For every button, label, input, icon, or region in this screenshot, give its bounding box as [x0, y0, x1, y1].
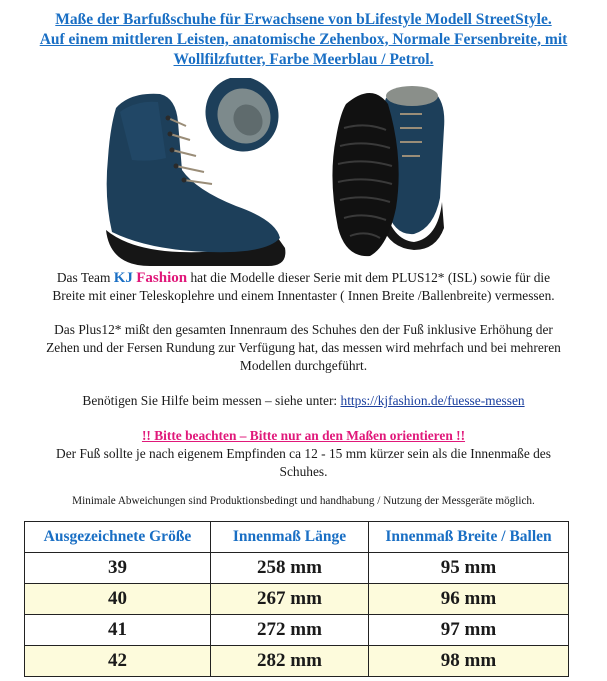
warning-line-1: Der Fuß sollte je nach eigenem Empfinden ca 12 - 15 mm kürzer sein als die Innenmaße des: [56, 446, 551, 461]
measuring-help-link[interactable]: https://kjfashion.de/fuesse-messen: [340, 393, 525, 408]
cell-length: 267 mm: [211, 584, 369, 615]
cell-width: 97 mm: [369, 615, 569, 646]
header-length: Innenmaß Länge: [211, 522, 369, 553]
table-row: [25, 615, 569, 646]
header-width: Innenmaß Breite / Ballen: [369, 522, 569, 553]
intro-rest-line-1: hat die Modelle dieser Serie mit dem PLUS12* (ISL) sowie für die: [190, 270, 551, 285]
intro-prefix: Das Team: [56, 270, 111, 285]
table-row: [25, 646, 569, 677]
plus12-line-2: Zehen und der Fersen Rundung zur Verfügung hat, das messen wird mehrfach und bei mehreren: [46, 340, 561, 355]
fashion-brand-text: Fashion: [136, 270, 188, 286]
intro-rest-line-2: Breite mit einer Teleskoplehre und einem Innentaster ( Innen Breite /Ballenbreite) vermessen.: [52, 288, 555, 303]
cell-size: 39: [25, 553, 211, 584]
table-row: [25, 584, 569, 615]
intro-paragraph: [10, 269, 597, 305]
size-table-header-row: [25, 522, 569, 553]
cell-width: 98 mm: [369, 646, 569, 677]
disclaimer-text: Minimale Abweichungen sind Produktionsbedingt und handhabung / Nutzung der Messgeräte möglich.: [72, 495, 535, 507]
warning-line-2: Schuhes.: [279, 464, 328, 479]
plus12-line-1: Das Plus12* mißt den gesamten Innenraum des Schuhes den der Fuß inklusive Erhöhung der: [54, 322, 553, 337]
warning-title: !! Bitte beachten – Bitte nur an den Maßen orientieren !!: [141, 428, 466, 443]
kj-brand-text: KJ: [113, 270, 133, 286]
plus12-line-3: Modellen durchgeführt.: [239, 358, 368, 373]
help-text: Benötigen Sie Hilfe beim messen – siehe unter:: [82, 393, 338, 408]
product-photos: [0, 78, 607, 266]
page-title: [6, 10, 601, 70]
title-line-1: Maße der Barfußschuhe für Erwachsene von bLifestyle Modell StreetStyle.: [55, 11, 552, 28]
cell-size: 42: [25, 646, 211, 677]
boot-side-view-image: [106, 78, 292, 266]
cell-size: 40: [25, 584, 211, 615]
cell-length: 282 mm: [211, 646, 369, 677]
header-size: Ausgezeichnete Größe: [25, 522, 211, 553]
title-line-3: Wollfilzfutter, Farbe Meerblau / Petrol.: [173, 51, 434, 68]
cell-size: 41: [25, 615, 211, 646]
size-table: [24, 521, 569, 677]
cell-width: 95 mm: [369, 553, 569, 584]
title-line-2: Auf einem mittleren Leisten, anatomische Zehenbox, Normale Fersenbreite, mit: [39, 31, 568, 48]
help-paragraph: [10, 392, 597, 410]
plus12-paragraph: [10, 321, 597, 375]
cell-length: 258 mm: [211, 553, 369, 584]
boot-front-and-sole-image: [332, 86, 444, 256]
cell-width: 96 mm: [369, 584, 569, 615]
warning-paragraph: [10, 427, 597, 481]
table-row: [25, 553, 569, 584]
cell-length: 272 mm: [211, 615, 369, 646]
